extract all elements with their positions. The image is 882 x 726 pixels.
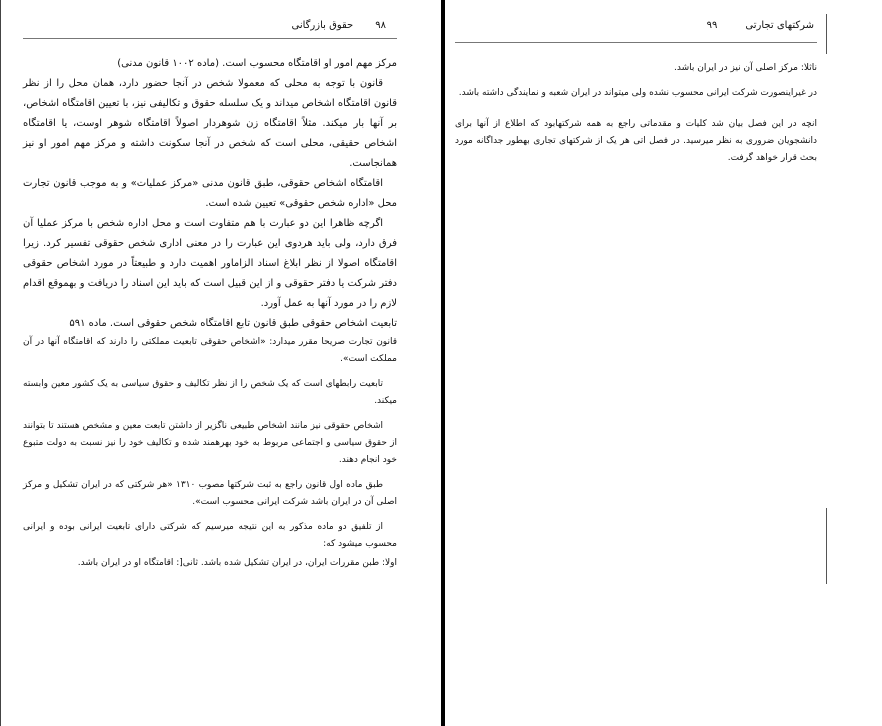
paragraph: اگرچه ظاهرا این دو عبارت با هم متفاوت است و محل اداره شخص با مرکز عملیا آن فرق دارد، ولی باید هردوی این عبارت را در معنی اداری شخص حقوقی تفسیر کرد. زیرا اقامتگاه اصولا از نظر ابلاغ اسناد الزاماور اهمیت دارد و طبیعتاً در مورد اشخاص حقوقی دفتر شرکت یا دفتر حقوقی و از این قبیل است که باید این اسناد را دریافت و بهموقع اقدام لازم را در مورد آنها به عمل آورد.: [23, 218, 397, 309]
paragraph: اولا: طبن مقررات ایران، در ایران تشکیل شده باشد. ثانی[: اقامتگاه او در ایران باشد.: [77, 558, 397, 568]
left-header-rule: [23, 38, 397, 39]
paragraph: از تلفیق دو ماده مذکور به این نتیجه میرسیم که شرکتی دارای تابعیت ایرانی بوده و ایرانی محسوب میشود که:: [23, 522, 397, 549]
right-running-title: شرکتهای تجارتی: [745, 20, 814, 31]
paragraph: انچه در این فصل بیان شد کلیات و مقدماتی راجع به همه شرکتهابود که اطلاع از آنها برای دانشجویان ضروری به نظر میرسید. در فصل اتی هر یک از شرکتهای تجاری بهطور جداگانه مورد بحث قرار خواهد گرفت.: [455, 119, 817, 163]
left-page-number: ۹۸: [375, 20, 386, 31]
paragraph: مرکز مهم امور او اقامتگاه محسوب است. (ماده ۱۰۰۲ قانون مدنی): [117, 58, 397, 69]
paragraph: در غیراینصورت شرکت ایرانی محسوب نشده ولی میتواند در ایران شعبه و نمایندگی داشته باشد.: [458, 88, 817, 98]
right-header-rule: [455, 42, 817, 43]
paragraph: تابعیت اشخاص حقوقی طبق قانون تابع اقامتگاه شخص حقوقی است. ماده ۵۹۱: [69, 318, 397, 329]
left-page-body: [23, 54, 397, 572]
paragraph: قانون با توجه به محلی که معمولا شخص در آنجا حضور دارد، همان محل را از نظر قانون اقامتگاه اشخاص میداند و یک سلسله حقوق و تکالیفی نیز، با تعیین اقامتگاه اشخاص، بر آنها بار میکند. مثلاً اقامتگاه زن شوهردار اصولاً اقامتگاه شوهر اوست، یا اقامتگاه اشخاص حقیقی، محلی است که شخص در آنجا سکونت داشته و مرکز مهم امور او نیز همانجاست.: [23, 78, 397, 169]
right-margin-rule-top: [826, 14, 827, 54]
right-running-head: [707, 20, 814, 31]
paragraph: ناثلا: مرکز اصلی آن نیز در ایران باشد.: [674, 63, 817, 73]
left-running-head: [291, 20, 386, 31]
paragraph: تابعیت رابطهای است که یک شخص را از نظر تکالیف و حقوق سیاسی به یک کشور معین وابسته میکند.: [23, 379, 397, 406]
paragraph: اقامتگاه اشخاص حقوقی، طبق قانون مدنی «مرکز عملیات» و به موجب قانون تجارت محل «اداره شخص حقوقی» تعیین شده است.: [23, 178, 397, 209]
right-page-body: [455, 60, 817, 167]
paragraph: طبق ماده اول قانون راجع به ثبت شرکتها مصوب ۱۳۱۰ «هر شرکتی که در ایران تشکیل و مرکز اصلی آن در ایران باشد شرکت ایرانی محسوب است».: [23, 480, 397, 507]
paragraph: اشخاص حقوقی نیز مانند اشخاص طبیعی ناگزیر از داشتن تابعت معین و مشخص هستند تا بتوانند از حقوق سیاسی و اجتماعی مربوط به خود بهرهمند شده و تکالیف خود را نیز نسبت به دولت متبوع خود انجام دهند.: [23, 421, 397, 465]
right-margin-rule-bottom: [826, 508, 827, 584]
paragraph: قانون تجارت صریحا مقرر میدارد: «اشخاص حقوقی تابعیت مملکتی را دارند که اقامتگاه آنها در آن مملکت است».: [23, 337, 397, 364]
right-page-number: ۹۹: [706, 20, 718, 31]
left-running-title: حقوق بازرگانی: [291, 20, 354, 31]
